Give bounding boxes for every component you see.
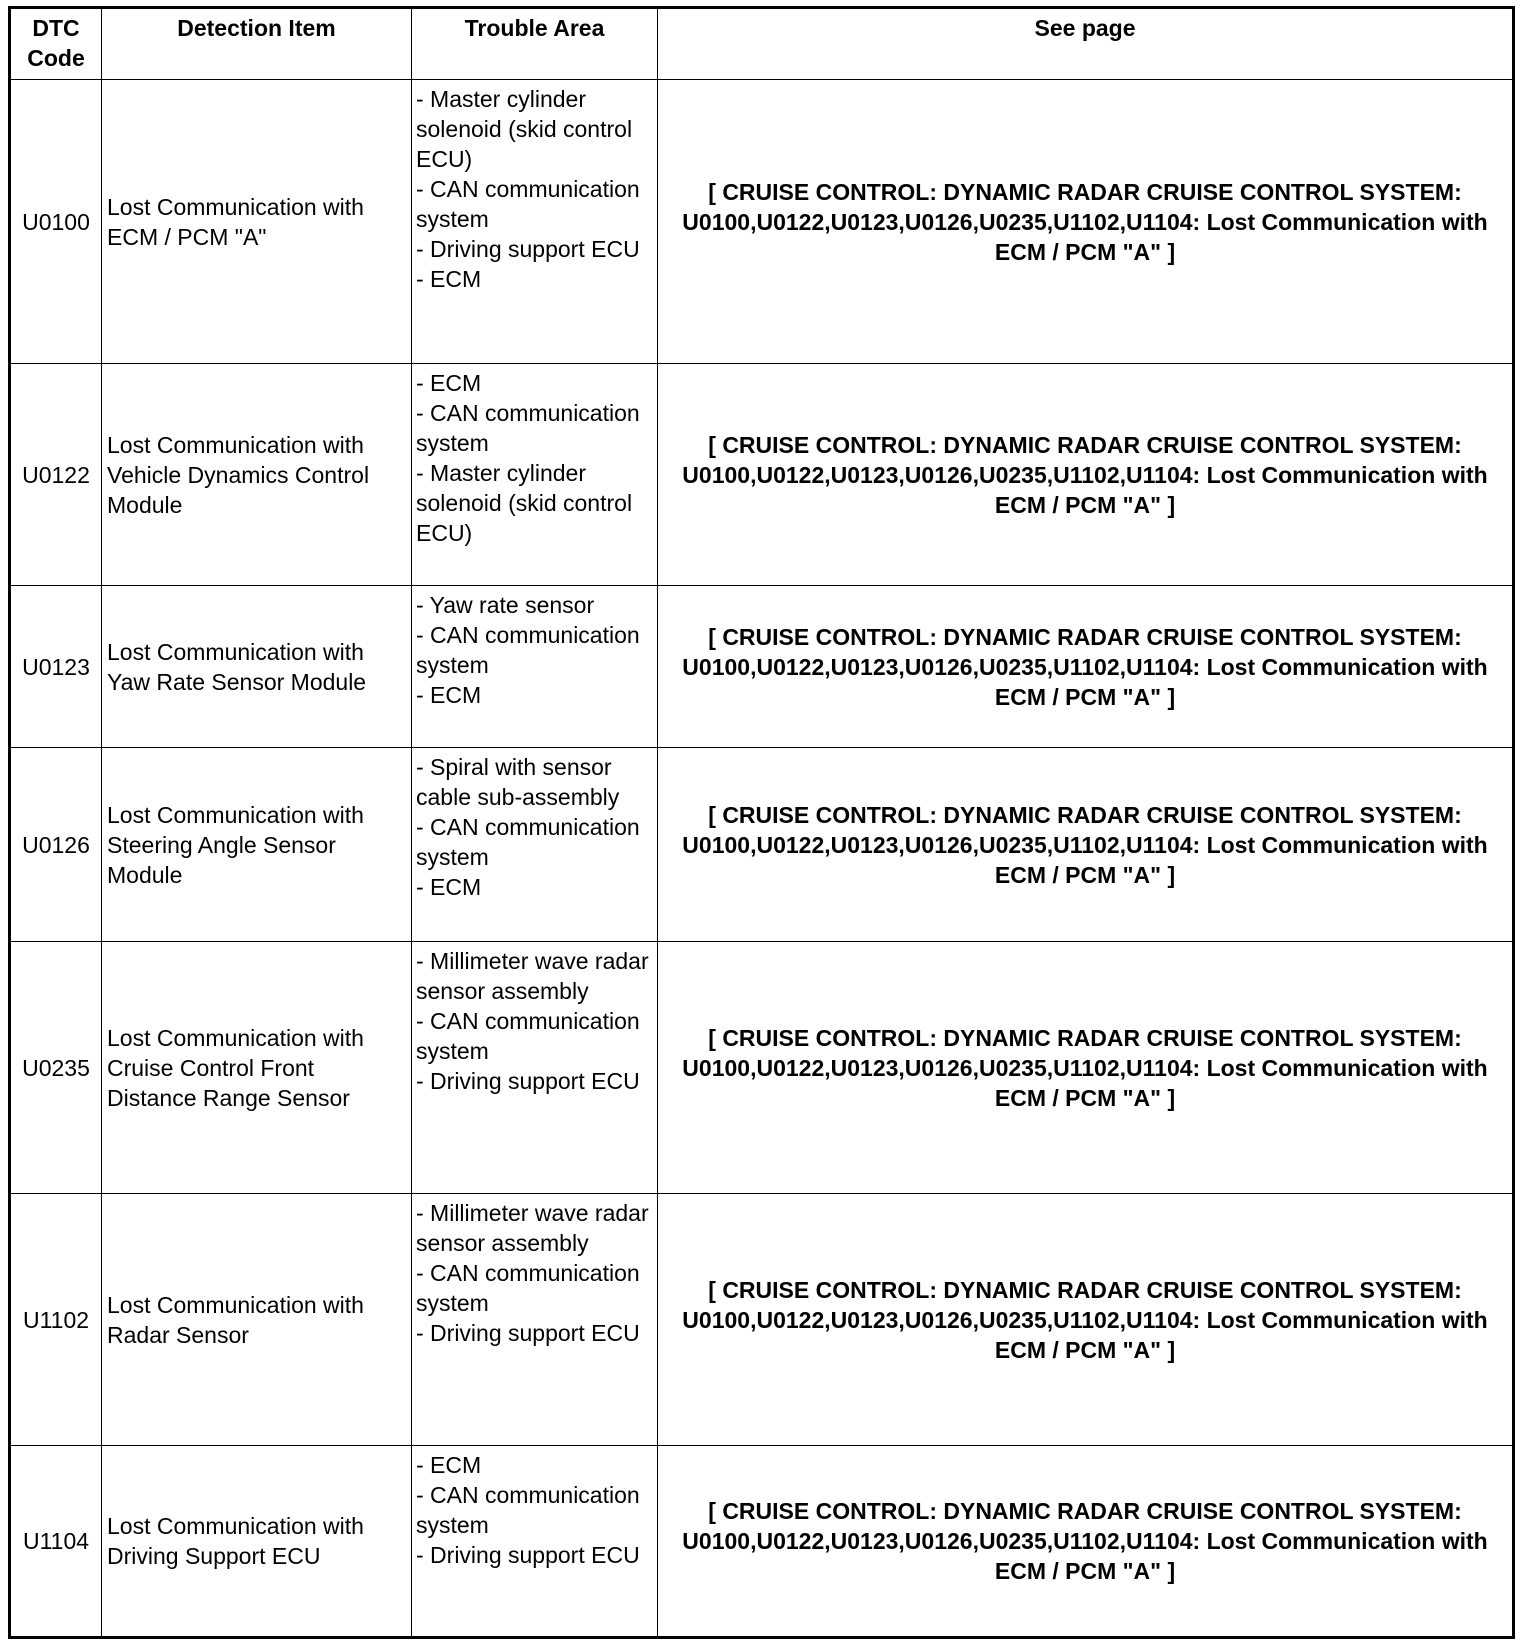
trouble-area-cell <box>412 942 658 1194</box>
header-row <box>10 8 1514 80</box>
trouble-area-item: - CAN communication system <box>416 814 640 870</box>
trouble-area-item: - Millimeter wave radar sensor assembly <box>416 1200 649 1256</box>
trouble-area-item: - ECM <box>416 266 482 292</box>
see-page-link[interactable]: [ CRUISE CONTROL: DYNAMIC RADAR CRUISE CONTROL SYSTEM: U0100,U0122,U0123,U0126,U0235,U1102,U1104: Lost Communication with ECM / PCM "A" ] <box>658 942 1514 1194</box>
detection-item-cell: Lost Communication with Cruise Control Front Distance Range Sensor <box>102 942 412 1194</box>
trouble-area-item: - Yaw rate sensor <box>416 592 595 618</box>
trouble-area-item: - Millimeter wave radar sensor assembly <box>416 948 649 1004</box>
trouble-area-item: - Driving support ECU <box>416 236 640 262</box>
table-row <box>10 1446 1514 1638</box>
trouble-area-item: - Master cylinder solenoid (skid control ECU) <box>416 460 633 546</box>
dtc-code-cell: U0123 <box>10 586 102 748</box>
see-page-link[interactable]: [ CRUISE CONTROL: DYNAMIC RADAR CRUISE CONTROL SYSTEM: U0100,U0122,U0123,U0126,U0235,U1102,U1104: Lost Communication with ECM / PCM "A" ] <box>658 586 1514 748</box>
trouble-area-item: - ECM <box>416 370 482 396</box>
detection-item-cell: Lost Communication with Yaw Rate Sensor Module <box>102 586 412 748</box>
trouble-area-item: - CAN communication system <box>416 1260 640 1316</box>
see-page-link[interactable]: [ CRUISE CONTROL: DYNAMIC RADAR CRUISE CONTROL SYSTEM: U0100,U0122,U0123,U0126,U0235,U1102,U1104: Lost Communication with ECM / PCM "A" ] <box>658 1194 1514 1446</box>
dtc-code-cell: U1102 <box>10 1194 102 1446</box>
trouble-area-cell <box>412 748 658 942</box>
dtc-table <box>8 6 1515 1639</box>
trouble-area-item: - ECM <box>416 682 482 708</box>
trouble-area-item: - CAN communication system <box>416 176 640 232</box>
detection-item-cell: Lost Communication with ECM / PCM "A" <box>102 80 412 364</box>
header-see-page: See page <box>658 8 1514 80</box>
header-dtc-code: DTC Code <box>10 8 102 80</box>
dtc-code-cell: U0235 <box>10 942 102 1194</box>
trouble-area-cell <box>412 80 658 364</box>
table-row <box>10 586 1514 748</box>
trouble-area-item: - Spiral with sensor cable sub-assembly <box>416 754 620 810</box>
trouble-area-item: - Driving support ECU <box>416 1068 640 1094</box>
dtc-code-cell: U1104 <box>10 1446 102 1638</box>
see-page-link[interactable]: [ CRUISE CONTROL: DYNAMIC RADAR CRUISE CONTROL SYSTEM: U0100,U0122,U0123,U0126,U0235,U1102,U1104: Lost Communication with ECM / PCM "A" ] <box>658 364 1514 586</box>
trouble-area-cell <box>412 586 658 748</box>
trouble-area-item: - Master cylinder solenoid (skid control ECU) <box>416 86 633 172</box>
dtc-code-cell: U0100 <box>10 80 102 364</box>
table-row <box>10 1194 1514 1446</box>
trouble-area-cell <box>412 1194 658 1446</box>
table-row <box>10 748 1514 942</box>
trouble-area-item: - Driving support ECU <box>416 1542 640 1568</box>
trouble-area-item: - Driving support ECU <box>416 1320 640 1346</box>
see-page-link[interactable]: [ CRUISE CONTROL: DYNAMIC RADAR CRUISE CONTROL SYSTEM: U0100,U0122,U0123,U0126,U0235,U1102,U1104: Lost Communication with ECM / PCM "A" ] <box>658 748 1514 942</box>
trouble-area-item: - CAN communication system <box>416 1008 640 1064</box>
dtc-code-cell: U0126 <box>10 748 102 942</box>
detection-item-cell: Lost Communication with Driving Support ECU <box>102 1446 412 1638</box>
detection-item-cell: Lost Communication with Steering Angle Sensor Module <box>102 748 412 942</box>
see-page-link[interactable]: [ CRUISE CONTROL: DYNAMIC RADAR CRUISE CONTROL SYSTEM: U0100,U0122,U0123,U0126,U0235,U1102,U1104: Lost Communication with ECM / PCM "A" ] <box>658 80 1514 364</box>
trouble-area-cell <box>412 1446 658 1638</box>
header-detection-item: Detection Item <box>102 8 412 80</box>
trouble-area-item: - ECM <box>416 1452 482 1478</box>
trouble-area-item: - ECM <box>416 874 482 900</box>
trouble-area-item: - CAN communication system <box>416 400 640 456</box>
see-page-link[interactable]: [ CRUISE CONTROL: DYNAMIC RADAR CRUISE CONTROL SYSTEM: U0100,U0122,U0123,U0126,U0235,U1102,U1104: Lost Communication with ECM / PCM "A" ] <box>658 1446 1514 1638</box>
header-trouble-area: Trouble Area <box>412 8 658 80</box>
trouble-area-item: - CAN communication system <box>416 1482 640 1538</box>
trouble-area-cell <box>412 364 658 586</box>
table-row <box>10 942 1514 1194</box>
detection-item-cell: Lost Communication with Vehicle Dynamics Control Module <box>102 364 412 586</box>
table-row <box>10 364 1514 586</box>
trouble-area-item: - CAN communication system <box>416 622 640 678</box>
detection-item-cell: Lost Communication with Radar Sensor <box>102 1194 412 1446</box>
table-row <box>10 80 1514 364</box>
dtc-code-cell: U0122 <box>10 364 102 586</box>
